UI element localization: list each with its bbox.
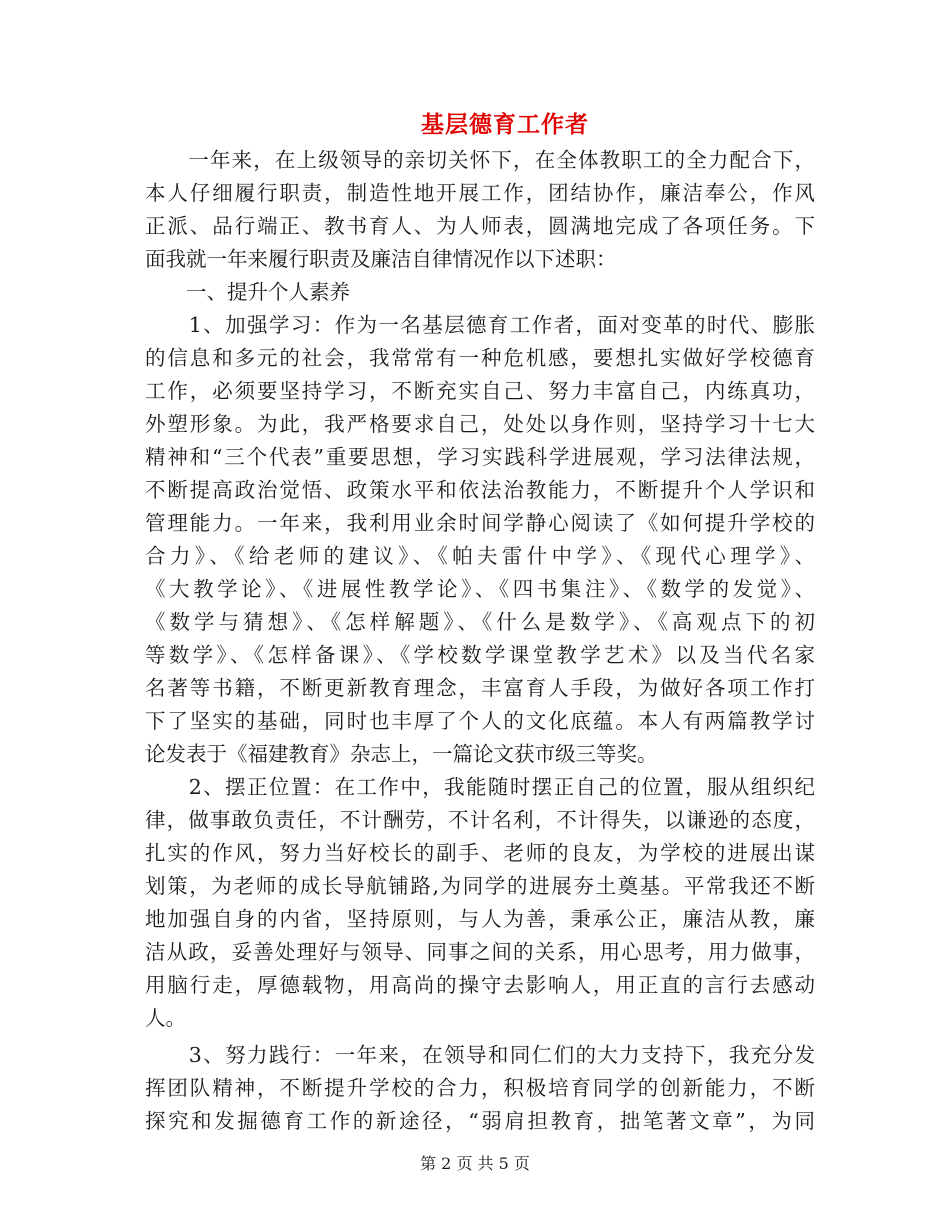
text-line: 《数学与猜想》、《怎样解题》、《什么是数学》、《高观点下的初 [145, 610, 815, 634]
text-line: 探究和发掘德育工作的新途径，“弱肩担教育，拙笔著文章”，为同 [145, 1109, 815, 1133]
text-line: 名著等书籍，不断更新教育理念，丰富育人手段，为做好各项工作打 [145, 676, 815, 700]
text-line: 的信息和多元的社会，我常常有一种危机感，要想扎实做好学校德育 [145, 346, 815, 370]
text-line: 《大教学论》、《进展性教学论》、《四书集注》、《数学的发觉》、 [145, 577, 815, 601]
text-line: 论发表于《福建教育》杂志上，一篇论文获市级三等奖。 [145, 742, 658, 766]
text-line: 工作，必须要坚持学习，不断充实自己、努力丰富自己，内练真功， [145, 379, 815, 403]
text-line: 合力》、《给老师的建议》、《帕夫雷什中学》、《现代心理学》、 [145, 544, 815, 568]
text-line: 2、摆正位置：在工作中，我能随时摆正自己的位置，服从组织纪 [145, 775, 815, 799]
text-line: 挥团队精神，不断提升学校的合力，积极培育同学的创新能力，不断 [145, 1076, 815, 1100]
text-line: 人。 [145, 1006, 186, 1030]
text-line: 划策，为老师的成长导航铺路,为同学的进展夯土奠基。平常我还不断 [145, 874, 815, 898]
text-line: 地加强自身的内省，坚持原则，与人为善，秉承公正，廉洁从教，廉 [145, 907, 815, 931]
text-line: 精神和“三个代表”重要思想，学习实践科学进展观，学习法律法规， [145, 445, 815, 469]
text-line: 下了坚实的基础，同时也丰厚了个人的文化底蕴。本人有两篇教学讨 [145, 709, 815, 733]
text-line: 外塑形象。为此，我严格要求自己，处处以身作则，坚持学习十七大 [145, 412, 815, 436]
section-heading: 一、提升个人素养 [145, 280, 350, 304]
text-line: 本人仔细履行职责，制造性地开展工作，团结协作，廉洁奉公，作风 [145, 181, 815, 205]
text-line: 洁从政，妥善处理好与领导、同事之间的关系，用心思考，用力做事， [145, 940, 815, 964]
text-line: 管理能力。一年来，我利用业余时间学静心阅读了《如何提升学校的 [145, 511, 815, 535]
text-line: 3、努力践行：一年来，在领导和同仁们的大力支持下，我充分发 [145, 1043, 815, 1067]
text-line: 正派、品行端正、教书育人、为人师表，圆满地完成了各项任务。下 [145, 214, 815, 238]
text-line: 扎实的作风，努力当好校长的副手、老师的良友，为学校的进展出谋 [145, 841, 815, 865]
text-line: 等数学》、《怎样备课》、《学校数学课堂教学艺术》以及当代名家 [145, 643, 815, 667]
text-line: 用脑行走，厚德载物，用高尚的操守去影响人，用正直的言行去感动 [145, 973, 815, 997]
text-line: 一年来，在上级领导的亲切关怀下，在全体教职工的全力配合下， [145, 148, 815, 172]
text-line: 律，做事敢负责任，不计酬劳，不计名利，不计得失，以谦逊的态度， [145, 808, 815, 832]
text-line: 不断提高政治觉悟、政策水平和依法治教能力，不断提升个人学识和 [145, 478, 815, 502]
text-line: 面我就一年来履行职责及廉洁自律情况作以下述职： [145, 247, 617, 271]
text-line: 1、加强学习：作为一名基层德育工作者，面对变革的时代、膨胀 [145, 313, 815, 337]
document-title: 基层德育工作者 [421, 111, 589, 138]
page-number-footer: 第 2 页 共 5 页 [420, 1154, 530, 1173]
